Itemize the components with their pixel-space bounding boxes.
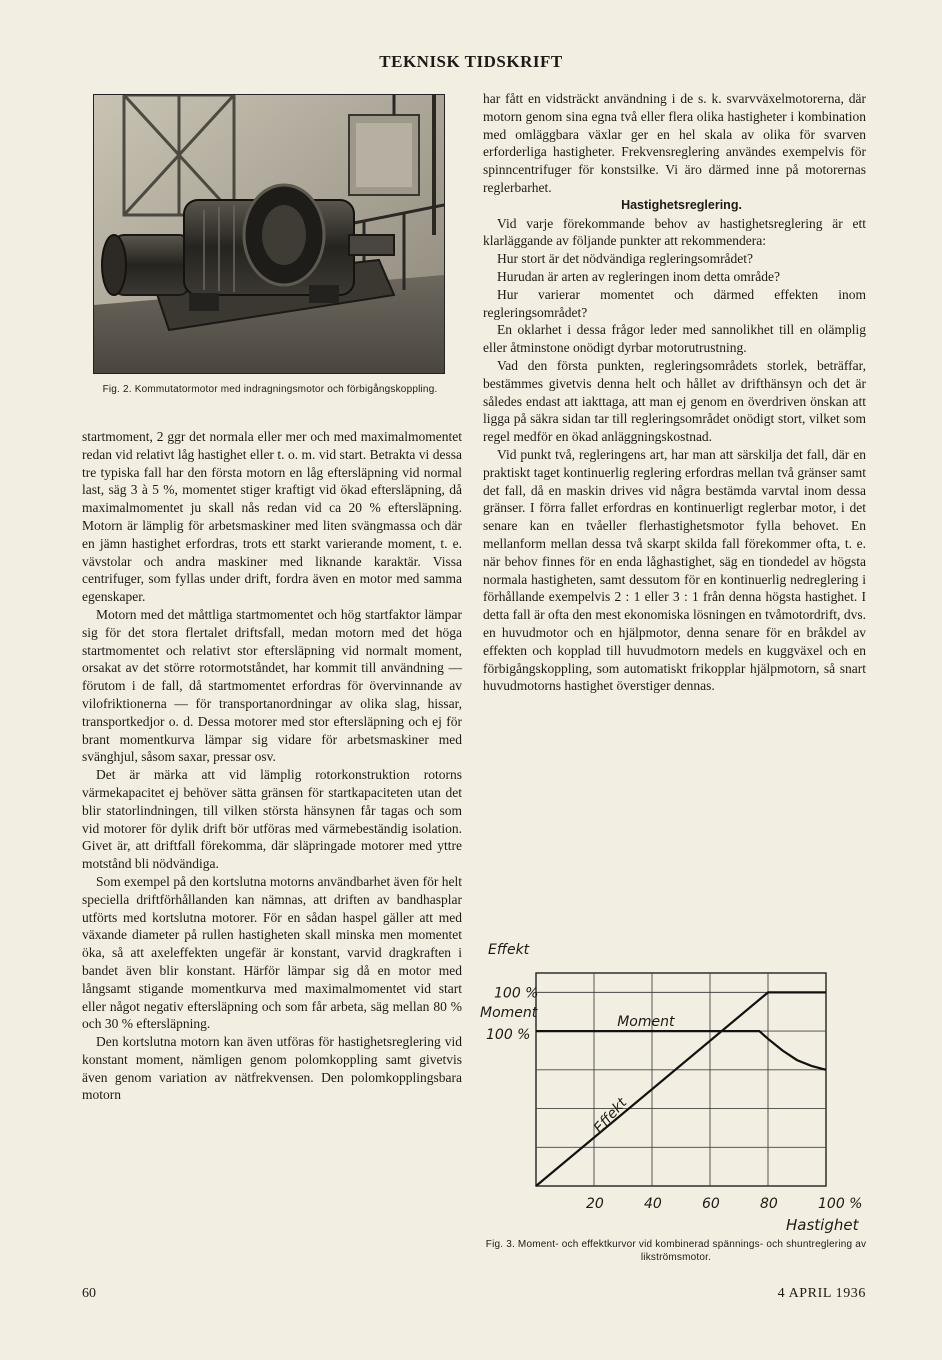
figure-2-caption: Fig. 2. Kommutatormotor med indragningsmotor och förbigångskoppling.: [102, 384, 438, 395]
paragraph: Vid varje förekommande behov av hastighetsreglering är ett klarläggande av följande punkter att rekommendera:: [483, 215, 866, 249]
series-line-effekt: [536, 992, 826, 1186]
y-axis-label: Effekt: [488, 942, 530, 958]
motor-photograph: [93, 94, 445, 374]
paragraph: En oklarhet i dessa frågor leder med sannolikhet till en olämplig eller åtminstone onödigt dyrbar motorutrustning.: [483, 322, 866, 356]
x-tick-label: 40: [644, 1196, 662, 1212]
paragraph: Vid punkt två, regleringens art, har man att särskilja det fall, där en praktiskt taget kontinuerlig reglering erfordras mellan två gränser samt det fall, då en maskin drives vid några bestämda varvtal inom dessa gränser. I förra fallet erfordras en kontinuerligt reglerbar motor, i det senare kan en tvåeller flerhastighetsmotor fylla behovet. En mellanform mellan dessa två skarpt skilda fall förekommer ofta, t. e. när behov finnes för en enda låghastighet, säg en tiondedel av högsta normala hastigheten, samt dessutom för en kontinuerlig nedreglering i förhållande exempelvis 2 : 1 eller 3 : 1 från denna högsta hastighet. I detta fall är ofta den mest ekonomiska lösningen en tvåmotordrift, dvs. en huvudmotor och en hjälpmotor, denna senare för en bråkdel av effekten och kopplad till huvudmotorn medels en kuggväxel och en förbigångskoppling, som automatiskt frikopplar hjälpmotorn, så snart huvudmotorns hastighet överstiger dennas.: [483, 446, 866, 694]
right-column: [483, 90, 866, 695]
motor-photo-illustration: [94, 95, 444, 373]
figure-3-caption: Fig. 3. Moment- och effektkurvor vid kombinerad spännings- och shuntreglering av likströmsmotor.: [485, 1239, 867, 1263]
question: Hurudan är arten av regleringen inom detta område?: [497, 268, 780, 284]
journal-title: TEKNISK TIDSKRIFT: [379, 52, 563, 71]
chart-svg: [476, 928, 876, 1233]
paragraph: har fått en vidsträckt användning i de s. k. svarvväxelmotorerna, där motorn genom sina egna två eller flera olika hastigheter i kombination med omläggbara växlar ger en hel skala av olika för svarven erforderliga hastigheter. Frekvensreglering användes exempelvis för spinncentrifuger för konstsilke. Vi äro därmed inne på motorernas reglerbarhet.: [483, 91, 866, 195]
x-tick-label: 100 %: [818, 1196, 863, 1212]
series-label-moment: Moment: [617, 1014, 675, 1031]
x-tick-label: 80: [760, 1196, 778, 1212]
x-axis-label: Hastighet: [786, 1216, 859, 1233]
chart-grid: [536, 973, 826, 1186]
paragraph: Vad den första punkten, regleringsområdets storlek, beträffar, bestämmes givetvis denna helt och hållet av drifthänsyn och det är således endast att iakttaga, att man ej genom en överdriven önskan att ligga på säkra sidan tar till regleringsområdet onödigt stort, vilket som regel medför en ökad anläggningskostnad.: [483, 357, 866, 445]
page-number: 60: [82, 1286, 96, 1301]
left-column: [82, 428, 462, 1104]
paragraph: Det är märka att vid lämplig rotorkonstruktion rotorns värmekapacitet ej behöver sätta gränsen för startkapaciteten utan det blir statorlindningen, till vilken största hänsynen får tagas och som vid motorer för dylik drift bör utföras med värmebeständig isolation. Givet är, att driftfall förekomma, där släpringade motorer med yttre motstånd bli nödvändiga.: [82, 767, 462, 872]
paragraph: Motorn med det måttliga startmomentet och hög startfaktor lämpar sig för det stora flertalet driftsfall, medan motorn med det höga startmomentet och relativt stor eftersläpning vid normalt moment, orsakat av det större rotormotståndet, har kommit till användning — förutom i de fall, då startmomentet erfordras för övervinnande av vilofriktionerna — för transportanordningar av olika slag, hissar, transportkedjor o. d. Dessa motorer med stor eftersläpning och ej för brant momentkurva lämpar sig vidare för arbetsmaskiner med svänghjul, såsom saxar, pressar osv.: [82, 606, 462, 765]
y-axis-label: Moment: [480, 1005, 538, 1022]
chart-labels: [480, 942, 862, 1233]
y-axis-label: 100 %: [494, 985, 539, 1002]
question: Hur stort är det nödvändiga regleringsområdet?: [497, 251, 754, 267]
x-tick-label: 20: [586, 1196, 604, 1212]
series-label-effekt: Effekt: [590, 1095, 631, 1137]
y-axis-label: 100 %: [486, 1027, 531, 1044]
question: Hur varierar momentet och därmed effekten inom regleringsområdet?: [483, 286, 866, 320]
issue-date: 4 APRIL 1936: [777, 1286, 866, 1301]
paragraph: startmoment, 2 ggr det normala eller mer och med maximalmomentet redan vid relativt låg hastighet eller t. o. m. vid start. Betrakta vi dessa tre typiska fall har den första motorn en låg eftersläpning vid normal last, säg 3 à 5 %, momentet stiger kraftigt vid ökad eftersläpning, då maximalmomentet ju skall nås redan vid ca 20 % eftersläpning. Motorn är lämplig för arbetsmaskiner med liten svängmassa och där en jämn hastighet erfordras, trots ett starkt varierande moment, t. e. vävstolar och andra maskiner med liknande karaktär. Vissa centrifuger, som fyllas under drift, fordra även en motor med samma egenskaper.: [82, 429, 462, 605]
section-heading: Hastighetsreglering.: [621, 197, 742, 212]
paragraph: Den kortslutna motorn kan även utföras för hastighetsreglering vid konstant moment, nämligen genom polomkoppling samt givetvis även genom variation av nätfrekvensen. Den polomkopplingsbara motorn: [82, 1034, 462, 1103]
chart-series: [536, 992, 826, 1186]
figure-3-chart: [476, 928, 876, 1233]
paragraph: Som exempel på den kortslutna motorns användbarhet även för helt speciella driftförhållanden kan nämnas, att driften av bandhasplar utförts med kortslutna motorer. För en sådan haspel gäller att med växande diameter på rullen hastigheten skall minska men momentet öka, så att axeleffekten ungefär är konstant, varvid dragkraften i bandet även blir konstant. Härför lämpar sig då en motor med långsamt stigande momentkurva med maximalmomentet vid start eller något negativ eftersläpning och som får arbeta, säg mellan 80 % och 30 % eftersläpning.: [82, 873, 462, 1032]
x-tick-label: 60: [702, 1196, 720, 1212]
plot-frame: [536, 973, 826, 1186]
